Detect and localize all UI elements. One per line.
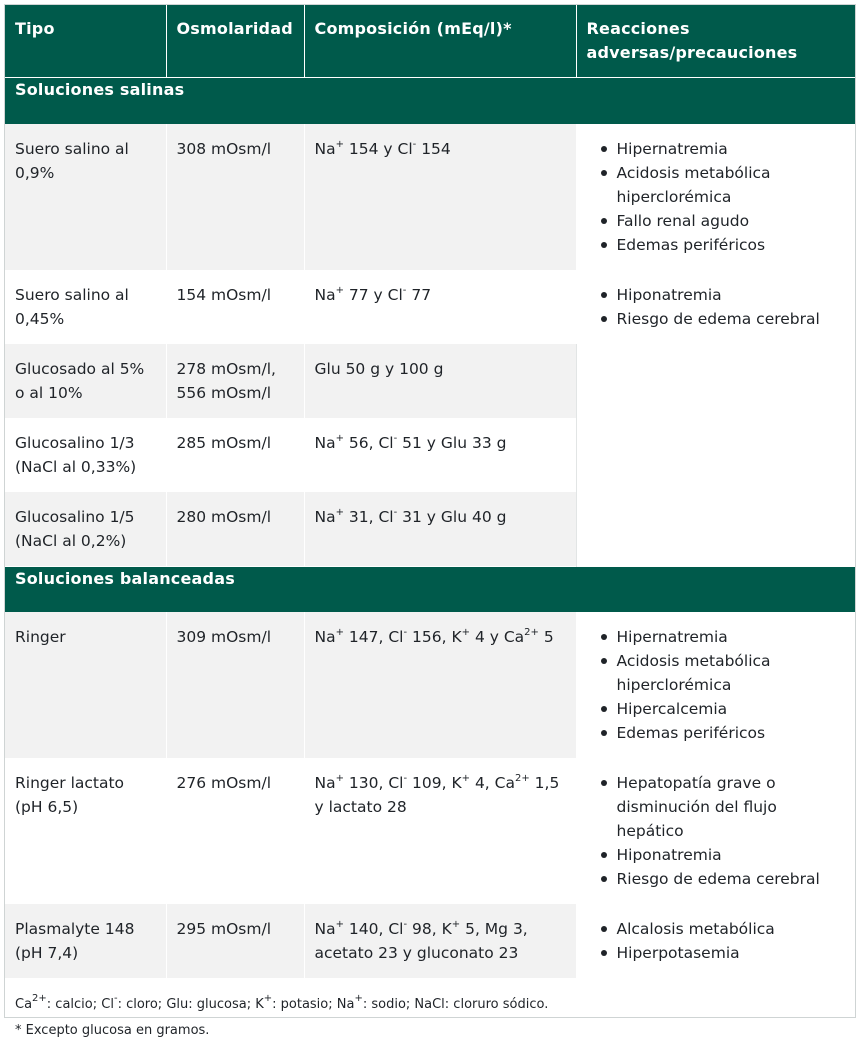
reactions-list: [587, 283, 846, 331]
reaction-item: Acidosis metabólica hiperclorémica: [607, 649, 846, 697]
cell-composicion: Na+ 140, Cl- 98, K+ 5, Mg 3, acetato 23 y gluconato 23: [304, 904, 576, 978]
header-osmolaridad: Osmolaridad: [166, 5, 304, 78]
cell-osmolaridad: 308 mOsm/l: [166, 124, 304, 270]
reactions-list: [587, 917, 846, 965]
reaction-item: Hipernatremia: [607, 137, 846, 161]
table-row: [5, 124, 855, 270]
cell-tipo: Suero salino al 0,9%: [5, 124, 166, 270]
reaction-item: Riesgo de edema cerebral: [607, 307, 846, 331]
reaction-item: Hiperpotasemia: [607, 941, 846, 965]
cell-reacciones: [576, 904, 855, 978]
cell-osmolaridad: 276 mOsm/l: [166, 758, 304, 904]
cell-tipo: Glucosalino 1/3 (NaCl al 0,33%): [5, 418, 166, 492]
reaction-item: Edemas periféricos: [607, 721, 846, 745]
reaction-item: Alcalosis metabólica: [607, 917, 846, 941]
reaction-item: Hipernatremia: [607, 625, 846, 649]
cell-osmolaridad: 295 mOsm/l: [166, 904, 304, 978]
reaction-item: Acidosis metabólica hiperclorémica: [607, 161, 846, 209]
cell-osmolaridad: 154 mOsm/l: [166, 270, 304, 344]
header-composicion: Composición (mEq/l)*: [304, 5, 576, 78]
header-row: [5, 5, 855, 78]
cell-composicion: Glu 50 g y 100 g: [304, 344, 576, 418]
table-frame: [4, 4, 856, 1038]
footnote-line: * Excepto glucosa en gramos.: [15, 1023, 210, 1038]
header-reacciones: Reacciones adversas/precauciones: [576, 5, 855, 78]
cell-reacciones: [576, 612, 855, 758]
reaction-item: Edemas periféricos: [607, 233, 846, 257]
footnote-line: $Ca^{2+}$: calcio; Cl-: cloro; Glu: glucosa; K+: potasio; Na+: sodio; NaCl: cloruro sódico.: [15, 993, 549, 1012]
cell-composicion: Na+ 154 y Cl- 154: [304, 124, 576, 270]
cell-tipo: Ringer: [5, 612, 166, 758]
table-row: [5, 904, 855, 978]
table-row: [5, 270, 855, 344]
reactions-list: [587, 137, 846, 257]
footnotes: [5, 978, 855, 1044]
cell-tipo: Plasmalyte 148 (pH 7,4): [5, 904, 166, 978]
reaction-item: Hiponatremia: [607, 283, 846, 307]
reaction-item: Hipercalcemia: [607, 697, 846, 721]
table-row: [5, 758, 855, 904]
cell-composicion: Na+ 31, Cl- 31 y Glu 40 g: [304, 492, 576, 567]
section-header: [5, 566, 855, 612]
section-title: Soluciones balanceadas: [5, 566, 855, 612]
cell-composicion: Na+ 77 y Cl- 77: [304, 270, 576, 344]
cell-reacciones: [576, 270, 855, 567]
reaction-item: Hiponatremia: [607, 843, 846, 867]
cell-osmolaridad: 280 mOsm/l: [166, 492, 304, 567]
reactions-list: [587, 771, 846, 891]
table-row: [5, 612, 855, 758]
reaction-item: Riesgo de edema cerebral: [607, 867, 846, 891]
reaction-item: Hepatopatía grave o disminución del flujo hepático: [607, 771, 846, 843]
cell-composicion: Na+ 147, Cl- 156, K+ 4 y $Ca^{2+}$ 5: [304, 612, 576, 758]
cell-osmolaridad: 285 mOsm/l: [166, 418, 304, 492]
cell-osmolaridad: 309 mOsm/l: [166, 612, 304, 758]
cell-tipo: Glucosalino 1/5 (NaCl al 0,2%): [5, 492, 166, 567]
cell-osmolaridad: 278 mOsm/l, 556 mOsm/l: [166, 344, 304, 418]
cell-composicion: Na+ 56, Cl- 51 y Glu 33 g: [304, 418, 576, 492]
fluids-table: [5, 5, 855, 978]
section-header: [5, 78, 855, 124]
cell-reacciones: [576, 124, 855, 270]
section-title: Soluciones salinas: [5, 78, 855, 124]
cell-tipo: Glucosado al 5% o al 10%: [5, 344, 166, 418]
cell-composicion: Na+ 130, Cl- 109, K+ 4, $Ca^{2+}$ 1,5 y lactato 28: [304, 758, 576, 904]
cell-tipo: Suero salino al 0,45%: [5, 270, 166, 344]
reactions-list: [587, 625, 846, 745]
cell-tipo: Ringer lactato (pH 6,5): [5, 758, 166, 904]
header-tipo: Tipo: [5, 5, 166, 78]
reaction-item: Fallo renal agudo: [607, 209, 846, 233]
cell-reacciones: [576, 758, 855, 904]
